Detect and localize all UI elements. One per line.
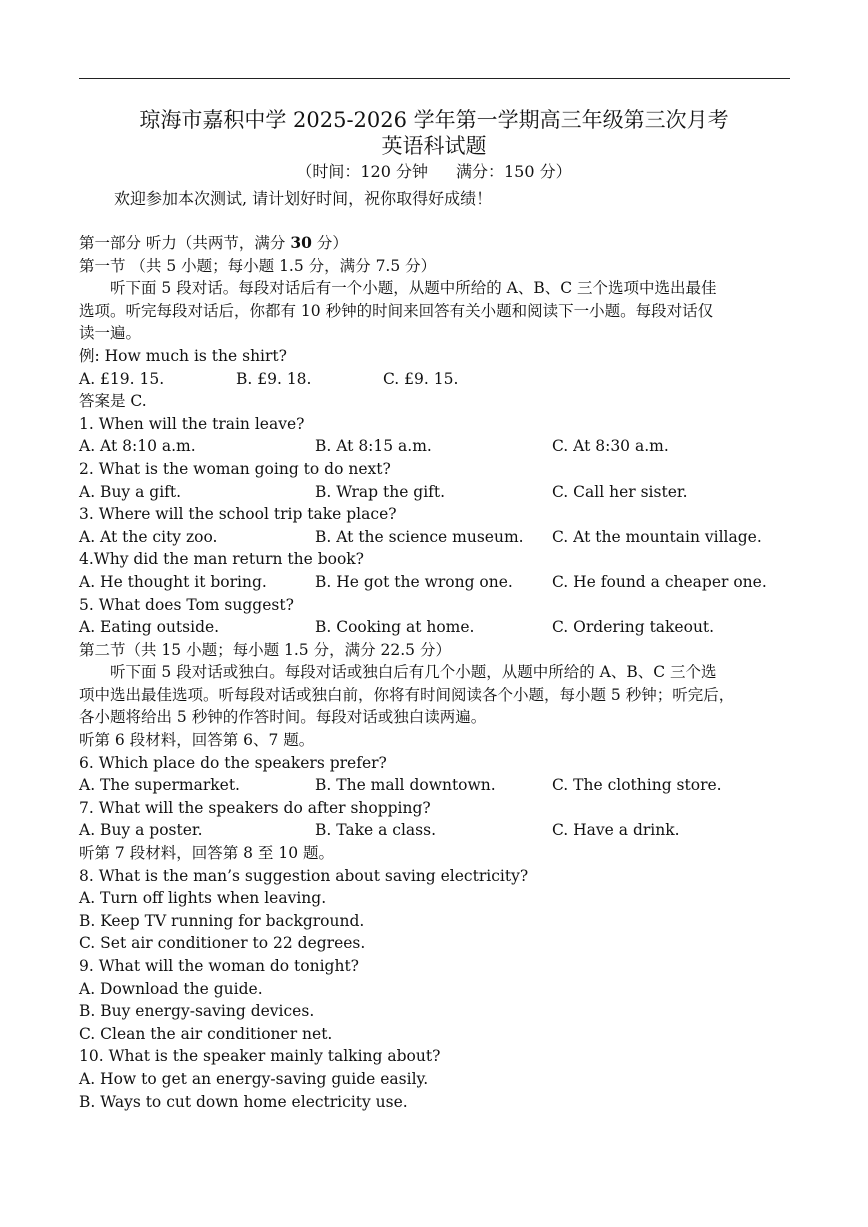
- option: A. At 8:10 a.m.: [79, 437, 196, 456]
- question-8: 8. What is the man’s suggestion about saving electricity?: [79, 866, 529, 885]
- section2-instructions: 听下面 5 段对话或独白。每段对话或独白后有几个小题，从题中所给的 A、B、C 三个选 项中选出最佳选项。听每段对话或独白前，你将有时间阅读各个小题，每小题 5 秒钟；听完后， 各小题将给出 5 秒钟的作答时间。每段对话或独白读两遍。: [79, 663, 735, 727]
- question-5-options: [79, 616, 790, 639]
- option: A. Eating outside.: [79, 618, 220, 637]
- question-7: 7. What will the speakers do after shopping?: [79, 798, 431, 817]
- material-7-note: 听第 7 段材料，回答第 8 至 10 题。: [79, 844, 335, 863]
- exam-time-info: [0, 161, 868, 183]
- question-7-options: [79, 819, 790, 842]
- option: C. Have a drink.: [552, 821, 680, 840]
- option: B. Keep TV running for background.: [79, 911, 365, 930]
- option: C. He found a cheaper one.: [552, 572, 767, 591]
- option: C. Call her sister.: [552, 482, 688, 501]
- exam-title: 琼海市嘉积中学 2025-2026 学年第一学期高三年级第三次月考: [139, 108, 729, 132]
- option: B. Take a class.: [315, 821, 436, 840]
- option: B. He got the wrong one.: [315, 572, 513, 591]
- option: A. Buy a gift.: [79, 482, 182, 501]
- section2-heading: 第二节（共 15 小题；每小题 1.5 分，满分 22.5 分）: [79, 640, 451, 659]
- example-answer: 答案是 C.: [79, 392, 147, 411]
- question-2: 2. What is the woman going to do next?: [79, 459, 391, 478]
- option: A. Download the guide.: [79, 979, 263, 998]
- question-1: 1. When will the train leave?: [79, 414, 305, 433]
- question-9: 9. What will the woman do tonight?: [79, 957, 359, 975]
- option: B. Ways to cut down home electricity use.: [79, 1092, 408, 1111]
- example-question: 例: How much is the shirt?: [79, 346, 287, 365]
- option: A. He thought it boring.: [79, 572, 267, 591]
- full-score: 满分：150 分）: [456, 162, 572, 181]
- option: C. £9. 15.: [383, 369, 459, 388]
- header-rule: [79, 78, 790, 79]
- section1-heading: 第一节 （共 5 小题；每小题 1.5 分，满分 7.5 分）: [79, 256, 437, 275]
- question-10: 10. What is the speaker mainly talking about?: [79, 1047, 441, 1066]
- question-3-options: [79, 526, 790, 549]
- section1-instructions: 听下面 5 段对话。每段对话后有一个小题，从题中所给的 A、B、C 三个选项中选出最佳 选项。听完每段对话后，你都有 10 秒钟的时间来回答有关小题和阅读下一小题。每段对话仅 读一遍。: [79, 279, 717, 343]
- part1-heading: 第一部分 听力（共两节，满分 30 分）: [79, 233, 348, 252]
- option: C. At the mountain village.: [552, 527, 762, 546]
- option: A. £19. 15.: [79, 369, 165, 388]
- option: B. £9. 18.: [236, 369, 312, 388]
- time-limit: （时间：120 分钟: [296, 162, 428, 181]
- option: B. Cooking at home.: [315, 618, 475, 637]
- option: A. How to get an energy-saving guide easily.: [79, 1069, 429, 1088]
- question-1-options: [79, 435, 790, 458]
- option: B. Buy energy-saving devices.: [79, 1002, 315, 1021]
- question-3: 3. Where will the school trip take place?: [79, 505, 397, 524]
- question-6: 6. Which place do the speakers prefer?: [79, 753, 387, 772]
- question-2-options: [79, 481, 790, 504]
- option: C. At 8:30 a.m.: [552, 437, 669, 456]
- question-4: 4.Why did the man return the book?: [79, 550, 364, 569]
- question-6-options: [79, 774, 790, 797]
- option: A. At the city zoo.: [79, 527, 218, 546]
- option: C. Set air conditioner to 22 degrees.: [79, 934, 366, 953]
- option: C. Ordering takeout.: [552, 618, 715, 637]
- material-6-note: 听第 6 段材料，回答第 6、7 题。: [79, 731, 315, 750]
- option: C. Clean the air conditioner net.: [79, 1024, 333, 1043]
- option: B. The mall downtown.: [315, 776, 496, 795]
- option: A. Buy a poster.: [79, 821, 203, 840]
- exam-content: [79, 232, 790, 1113]
- exam-subtitle: 英语科试题: [381, 134, 487, 158]
- option: B. Wrap the gift.: [315, 482, 446, 501]
- example-options: [79, 368, 790, 391]
- question-4-options: [79, 571, 790, 594]
- option: A. The supermarket.: [79, 776, 240, 795]
- question-5: 5. What does Tom suggest?: [79, 595, 294, 614]
- option: B. At 8:15 a.m.: [315, 437, 432, 456]
- option: B. At the science museum.: [315, 527, 524, 546]
- option: A. Turn off lights when leaving.: [79, 889, 327, 908]
- welcome-text: 欢迎参加本次测试, 请计划好时间，祝你取得好成绩！: [114, 189, 493, 208]
- option: C. The clothing store.: [552, 776, 722, 795]
